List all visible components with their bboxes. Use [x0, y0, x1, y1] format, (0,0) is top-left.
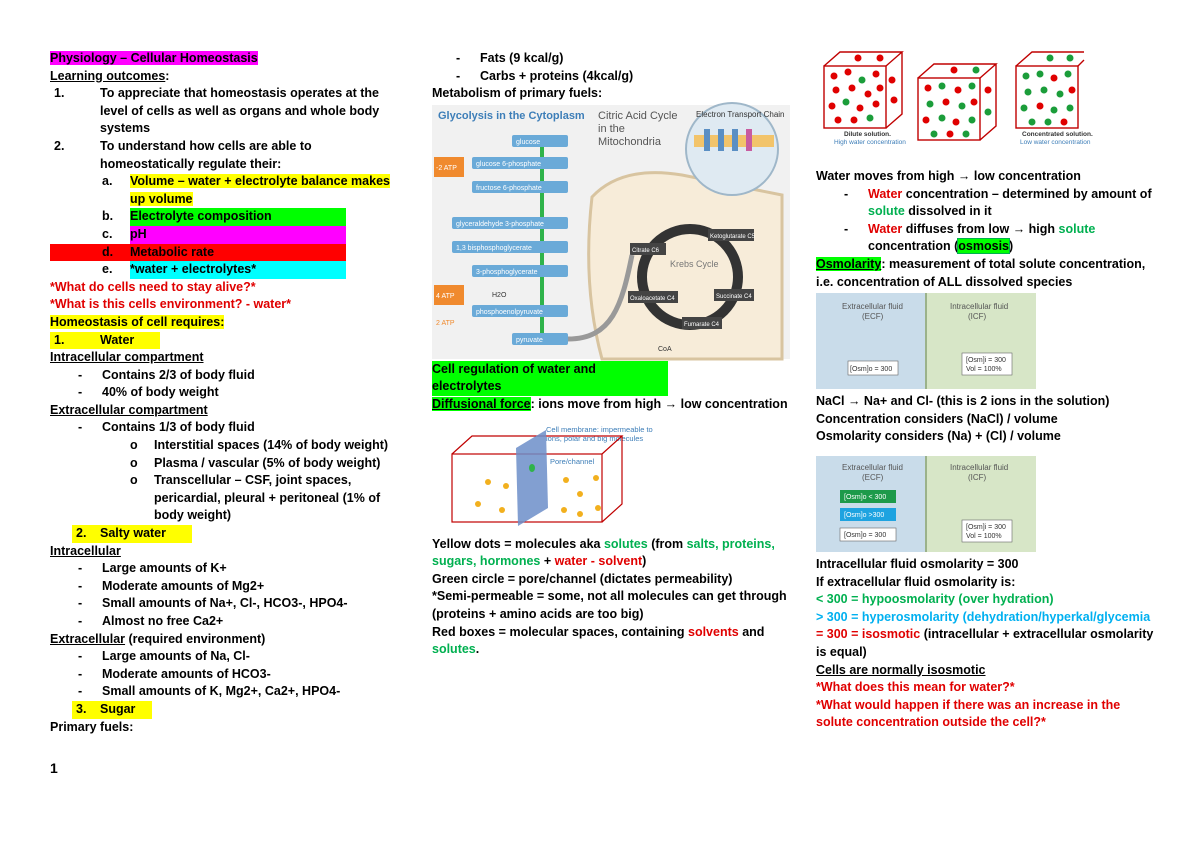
svg-text:Fumarate C4: Fumarate C4 — [684, 321, 720, 328]
homeostasis-requires: Homeostasis of cell requires: — [50, 314, 225, 329]
step-3pg: 3-phosphoglycerate — [476, 268, 538, 276]
list-item: - Moderate amounts of HCO3- — [78, 666, 271, 681]
list-item: - Fats (9 kcal/g) — [456, 51, 564, 65]
outcome-1: 1. To appreciate that homeostasis operates at the level of cells as well as organs and whole body systems — [54, 86, 380, 136]
svg-text:[Osm]i = 300: [Osm]i = 300 — [966, 357, 1006, 365]
svg-text:[Osm]o >300: [Osm]o >300 — [844, 511, 885, 519]
step-glucose-6-phosphate: glucose 6-phosphate — [476, 160, 541, 168]
svg-text:Vol = 100%: Vol = 100% — [966, 532, 1002, 540]
ecf-icf-diagram-1 — [816, 293, 1036, 389]
list-item: o Plasma / vascular (5% of body weight) — [130, 455, 381, 470]
svg-text:Ketoglutarate C5: Ketoglutarate C5 — [710, 233, 756, 240]
list-item: - Contains 1/3 of body fluid — [78, 420, 255, 435]
osmolarity-note: Osmolarity considers (Na) + (Cl) / volume — [816, 429, 1061, 444]
step-pyruvate: pyruvate — [516, 336, 543, 344]
learning-outcomes-heading: Learning outcomes — [50, 68, 166, 83]
diffusional-force-label: Diffusional force — [432, 396, 531, 411]
list-item: o Transcellular – CSF, joint spaces, pericardial, pleural + peritoneal (1% of body weight) — [130, 473, 381, 523]
normally-isosmotic: Cells are normally isosmotic — [816, 662, 986, 677]
water-moves: Water moves from high → low concentration — [816, 169, 1081, 183]
page-title: Physiology – Cellular Homeostasis — [50, 51, 258, 65]
svg-text:Citrate C6: Citrate C6 — [632, 247, 660, 254]
outcome-item-c: c. pH — [50, 226, 390, 244]
krebs-label: Krebs Cycle — [670, 258, 719, 269]
osmolarity-label: Osmolarity — [816, 256, 882, 271]
list-item: - Small amounts of Na+, Cl-, HCO3-, HPO4- — [78, 596, 348, 611]
list-item: - Large amounts of K+ — [78, 561, 227, 576]
list-item: - Water diffuses from low → high solute concentration (osmosis) — [844, 221, 1096, 254]
column-1: Physiology – Cellular Homeostasis Learning outcomes: 1. To appreciate that homeostasis operates at the level of cells as well as organs and whole body systems 2. To understand how cells are able to homeostatically regulate their: a. Volume – water + electrolyte balance makes up volume b. Electrolyte composition c. pH d. Metabolic rate e. *water + electrolytes* *What do cells need to stay alive?* *What is this cells environment? - water* Homeostasis of cell requires: 1. Water Intracellular compartment - Contains 2/3 of body fluid - 40% of body weight Extracellular compartment - Contains 1/3 of body fluid o Interstitial spaces (14% of body weight) o Plasma / vascular (5% of body weight) o Transcellular – CSF, joint spaces, pericardial, pleural + peritoneal (1% of body weight) 2. Salty water Intracellular - Large amounts of K+ - Moderate amounts of Mg2+ - Small amounts of Na+, Cl-, HCO3-, HPO4- - Almost no free Ca2+ Extracellular (required environment) - Large amounts of Na, Cl- - Moderate amounts of HCO3- - Small amounts of K, Mg2+, Ca2+, HPO4- 3. Sugar Primary fuels: — [50, 50, 390, 736]
svg-text:Mitochondria: Mitochondria — [598, 135, 661, 148]
concentrated-label: Concentrated solution. — [1022, 131, 1093, 138]
requirement-sugar: 3. Sugar — [50, 701, 390, 719]
extracellular-compartment-heading: Extracellular compartment — [50, 402, 208, 417]
svg-text:Low water concentration: Low water concentration — [1020, 139, 1091, 146]
svg-text:Succinate C4: Succinate C4 — [716, 293, 752, 300]
list-item: - Carbs + proteins (4kcal/g) — [456, 68, 634, 83]
column-2: - Fats (9 kcal/g) - Carbs + proteins (4kcal/g) Metabolism of primary fuels: Glycolysis in the Cytoplasm Citric Acid Cycle in the Mitochondria Electron Transport Chain glucose glucose 6-phosphate fructose 6-phosphate glyceraldehyde 3-phosphate 1,3 bisphosphoglycerate 3-phosphoglycerate phosphoenolpyruvate pyruvate -2 ATP 4 ATP 2 ATP H2O Krebs Cycle Citrate C6 Ketoglutarate C5 Oxaloacetate C4 Succinate C4 Fumarate C4 CoA Cell regulation of water and electrolytes Diffusional force: ions move from high → low concentration Cell membrane: impermeable to ions, polar and big molecules Pore/channel Yellow dots = molecules aka solutes (from salts, proteins, sugars, hormones + water - solvent) Green circle = pore/channel (dictates permeability) *Semi-permeable = some, not all molecules can get through (proteins + amino acids are too big) Red boxes = molecular spaces, containing solvents and solutes. — [432, 50, 794, 659]
svg-text:(ICF): (ICF) — [968, 472, 987, 482]
step-glucose: glucose — [516, 138, 541, 146]
glycolysis-title: Glycolysis in the Cytoplasm — [438, 109, 585, 122]
list-item: - Moderate amounts of Mg2+ — [78, 578, 265, 593]
green-circle-note: Green circle = pore/channel (dictates permeability) — [432, 571, 733, 586]
outcome-item-a: a. Volume – water + electrolyte balance makes up volume — [102, 174, 390, 206]
yellow-dots-note: Yellow dots = molecules aka solutes (from salts, proteins, sugars, hormones + water - solvent) — [432, 536, 775, 569]
hyperosmolarity: > 300 = hyperosmolarity (dehydration/hyperkal/glycemia — [816, 609, 1151, 624]
icf-label: Intracellular fluid — [950, 302, 1009, 312]
outcome-item-e: e. *water + electrolytes* — [50, 261, 390, 279]
dilute-label: Dilute solution. — [844, 131, 891, 138]
atp-net-label: 2 ATP — [436, 319, 455, 327]
outcome-item-d: d. Metabolic rate — [50, 244, 390, 262]
step-13bpg: 1,3 bisphosphoglycerate — [456, 244, 532, 252]
step-fructose-6-phosphate: fructose 6-phosphate — [476, 184, 542, 192]
isosmotic: = 300 = isosmotic (intracellular + extracellular osmolarity is equal) — [816, 627, 1154, 659]
list-item: - Large amounts of Na, Cl- — [78, 649, 250, 664]
list-item: - Small amounts of K, Mg2+, Ca2+, HPO4- — [78, 684, 341, 699]
page-number: 1 — [50, 760, 58, 776]
osmosis-cubes-diagram — [822, 50, 1093, 158]
svg-text:(ECF): (ECF) — [862, 472, 884, 482]
intracellular-heading: Intracellular — [50, 543, 121, 558]
svg-text:[Osm]o = 300: [Osm]o = 300 — [850, 366, 893, 374]
requirement-water: 1. Water — [50, 332, 390, 350]
svg-text:[Osm]o < 300: [Osm]o < 300 — [844, 493, 887, 501]
list-item: - Water concentration – determined by amount of solute dissolved in it — [844, 186, 1152, 219]
svg-text:Vol = 100%: Vol = 100% — [966, 366, 1002, 374]
question-environment: *What is this cells environment? - water* — [50, 297, 292, 312]
svg-text:(ICF): (ICF) — [968, 312, 987, 322]
metabolism-heading: Metabolism of primary fuels: — [432, 86, 603, 101]
step-g3p: glyceraldehyde 3-phosphate — [456, 220, 544, 228]
list-item: - Almost no free Ca2+ — [78, 614, 224, 628]
h2o-label: H2O — [492, 291, 507, 299]
list-item: - Contains 2/3 of body fluid — [78, 367, 255, 382]
list-item: - 40% of body weight — [78, 385, 219, 400]
question-water: *What does this mean for water?* — [816, 680, 1015, 695]
nacl-note: NaCl → Na+ and Cl- (this is 2 ions in the solution) — [816, 394, 1110, 409]
etc-title: Electron Transport Chain — [696, 109, 785, 119]
svg-text:Extracellular fluid: Extracellular fluid — [842, 462, 903, 472]
extracellular-heading: Extracellular — [50, 631, 126, 646]
svg-text:(ECF): (ECF) — [862, 312, 884, 322]
svg-text:[Osm]i = 300: [Osm]i = 300 — [966, 523, 1006, 531]
svg-text:ions, polar and big molecules: ions, polar and big molecules — [546, 433, 644, 443]
concentration-note: Concentration considers (NaCl) / volume — [816, 411, 1058, 426]
icf-osmolarity: Intracellular fluid osmolarity = 300 — [816, 556, 1019, 571]
outcome-item-b: b. Electrolyte composition — [50, 208, 390, 226]
hypoosmolarity: < 300 = hypoosmolarity (over hydration) — [816, 592, 1054, 607]
outcome-2: 2. To understand how cells are able to homeostatically regulate their: — [54, 138, 312, 171]
cell-regulation-heading: Cell regulation of water and electrolytes — [432, 361, 668, 396]
atp-yield-label: 4 ATP — [436, 292, 455, 300]
pore-label: Pore/channel — [550, 456, 595, 466]
semi-permeable-note: *Semi-permeable = some, not all molecules can get through (proteins + amino acids are too big) — [432, 589, 787, 621]
ecf-icf-diagram-2 — [816, 456, 1036, 552]
metabolism-diagram — [432, 105, 790, 359]
red-boxes-note: Red boxes = molecular spaces, containing solvents and solutes. — [432, 624, 765, 657]
svg-text:[Osm]o = 300: [Osm]o = 300 — [844, 531, 887, 539]
if-ecf-osmolarity: If extracellular fluid osmolarity is: — [816, 574, 1016, 589]
svg-text:Oxaloacetate C4: Oxaloacetate C4 — [630, 295, 675, 302]
requirement-salty-water: 2. Salty water — [50, 525, 390, 543]
membrane-diagram — [448, 424, 678, 528]
svg-text:in the: in the — [598, 122, 625, 135]
tca-title: Citric Acid Cycle — [598, 109, 678, 122]
step-pep: phosphoenolpyruvate — [476, 308, 543, 316]
question-solute: *What would happen if there was an increase in the solute concentration outside the cell?* — [816, 697, 1121, 730]
question-stay-alive: *What do cells need to stay alive?* — [50, 279, 256, 294]
list-item: o Interstitial spaces (14% of body weight) — [130, 438, 389, 453]
intracellular-compartment-heading: Intracellular compartment — [50, 350, 204, 365]
svg-text:Intracellular fluid: Intracellular fluid — [950, 462, 1009, 472]
membrane-label: Cell membrane: impermeable to — [546, 424, 653, 434]
primary-fuels: Primary fuels: — [50, 719, 134, 734]
svg-text:High water concentration: High water concentration — [834, 139, 906, 146]
column-3: Dilute solution. High water concentration Concentrated solution. Low water concentration Water moves from high → low concentration - Water concentration – determined by amount of solute dissolved in it - Water diffuses from low → high solute concentration (osmosis) Osmolarity: measurement of total solute concentration, i.e. concentration of ALL dissolved species Extracellular fluid (ECF) Intracellular fluid (ICF) [Osm]o = 300 [Osm]i = 300 Vol = 100% NaCl → Na+ and Cl- (this is 2 ions in the solution) Concentration considers (NaCl) / volume Osmolarity considers (Na) + (Cl) / volume Extracellular fluid (ECF) Intracellular fluid (ICF) [Osm]o < 300 [Osm]o >300 [Osm]o = 300 [Osm]i = 300 Vol = 100% Intracellular fluid osmolarity = 300 If extracellular fluid osmolarity is: < 300 = hypoosmolarity (over hydration) > 300 = hyperosmolarity (dehydration/hyperkal/glycemia = 300 = isosmotic (intracellular + extracellular osmolarity is equal) Cells are normally isosmotic *What does this mean for water?* *What would happen if there was an increase in the solute concentration outside the cell?* — [816, 50, 1156, 732]
svg-text:CoA: CoA — [658, 345, 672, 353]
atp-invest-label: -2 ATP — [436, 164, 457, 172]
ecf-label: Extracellular fluid — [842, 302, 903, 312]
